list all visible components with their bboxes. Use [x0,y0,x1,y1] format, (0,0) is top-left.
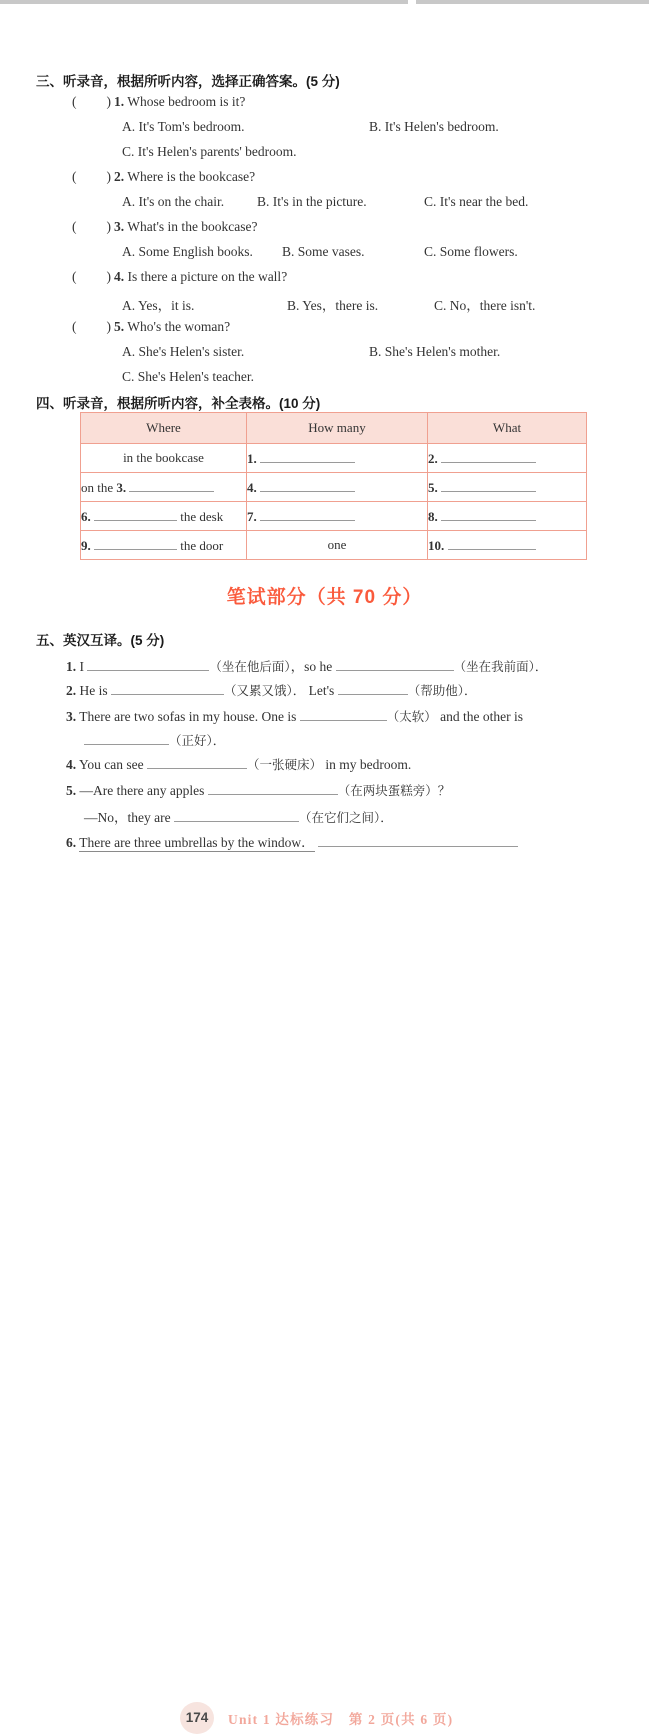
column-header-how-many: How many [247,413,428,444]
table-row [81,531,587,560]
question-text: Who's the woman? [127,319,231,334]
translation-item-6: 6. There are three umbrellas by the window． [66,831,518,851]
table-row [81,444,587,473]
answer-blank[interactable] [94,508,177,521]
mc-question-2 [72,169,255,185]
mc-question-4 [72,269,287,285]
answer-blank[interactable] [87,658,209,671]
question-number: 1. [114,94,125,109]
page-footer [0,850,649,1727]
question-number: 5. [114,319,125,334]
answer-bracket-1[interactable]: ( ) [72,94,111,109]
written-section-banner: 笔试部分（共 70 分） [226,587,423,608]
mc-option-4c[interactable]: C. No，there isn't. [434,298,536,313]
answer-blank[interactable] [260,508,355,521]
table-row [81,502,587,531]
page-number: 174 [185,1710,209,1725]
cell-where-3[interactable]: 6. the desk [81,502,247,531]
cell-howmany-2[interactable]: 4. [247,473,428,502]
mc-option-4a[interactable]: A. Yes，it is. [122,298,195,313]
answer-blank[interactable] [208,782,338,795]
answer-blank[interactable] [147,756,247,769]
translation-item-3-line2: （正好）． [84,731,225,749]
mc-option-2c[interactable]: C. It's near the bed. [424,194,529,209]
column-header-where: Where [81,413,247,444]
cell-what-4[interactable]: 10. [428,531,587,560]
answer-blank[interactable] [338,682,408,695]
cell-where-4[interactable]: 9. the door [81,531,247,560]
answer-bracket-2[interactable]: ( ) [72,169,111,184]
mc-option-3c[interactable]: C. Some flowers. [424,244,518,259]
mc-option-1b[interactable]: B. It's Helen's bedroom. [369,119,499,134]
mc-option-3b[interactable]: B. Some vases. [282,244,365,259]
answer-bracket-3[interactable]: ( ) [72,219,111,234]
question-number: 4. [114,269,125,284]
question-number: 3. [114,219,125,234]
translation-item-1: 1. I （坐在他后面），so he （坐在我前面）． [66,659,548,674]
cell-what-2[interactable]: 5. [428,473,587,502]
underlined-sentence: There are three umbrellas by the window． [79,835,315,850]
answer-bracket-5[interactable]: ( ) [72,319,111,334]
translation-item-2: 2. He is （又累又饿）． Let's （帮助他）． [66,683,477,698]
mc-question-1 [72,94,245,110]
answer-blank[interactable] [441,508,536,521]
answer-blank[interactable] [260,479,355,492]
question-text: Is there a picture on the wall? [127,269,288,284]
mc-option-2a[interactable]: A. It's on the chair. [122,194,225,209]
answer-blank[interactable] [174,809,299,822]
answer-blank[interactable] [336,658,454,671]
section-3-heading: 三、听录音，根据所听内容，选择正确答案。(5 分) [36,74,340,89]
listening-completion-table [80,412,587,560]
answer-bracket-4[interactable]: ( ) [72,269,111,284]
mc-option-1c[interactable]: C. It's Helen's parents' bedroom. [122,144,297,159]
mc-question-5 [72,319,230,335]
section-4-heading: 四、听录音，根据所听内容，补全表格。(10 分) [36,396,321,411]
mc-option-2b[interactable]: B. It's in the picture. [257,194,367,209]
answer-blank[interactable] [441,450,536,463]
mc-option-1a[interactable]: A. It's Tom's bedroom. [122,119,245,134]
answer-blank[interactable] [260,450,355,463]
answer-blank[interactable] [448,537,536,550]
mc-question-3 [72,219,258,235]
mc-option-5c[interactable]: C. She's Helen's teacher. [122,369,254,384]
question-text: Where is the bookcase? [127,169,256,184]
question-text: Whose bedroom is it? [127,94,246,109]
answer-blank[interactable] [318,834,518,847]
cell-howmany-4: one [247,531,428,560]
mc-option-4b[interactable]: B. Yes，there is. [287,298,379,313]
cell-howmany-1[interactable]: 1. [247,444,428,473]
translation-item-3: 3. There are two sofas in my house. One is （太软） and the other is [66,709,523,724]
mc-option-3a[interactable]: A. Some English books. [122,244,253,259]
mc-option-5a[interactable]: A. She's Helen's sister. [122,344,245,359]
translation-item-5: 5. —Are there any apples （在两块蛋糕旁）？ [66,783,451,798]
cell-where-1: in the bookcase [81,444,247,473]
answer-blank[interactable] [111,682,224,695]
answer-blank[interactable] [441,479,536,492]
question-text: What's in the bookcase? [127,219,258,234]
cell-what-3[interactable]: 8. [428,502,587,531]
cell-howmany-3[interactable]: 7. [247,502,428,531]
mc-option-5b[interactable]: B. She's Helen's mother. [369,344,501,359]
answer-blank[interactable] [300,708,387,721]
cell-what-1[interactable]: 2. [428,444,587,473]
section-5-heading: 五、英汉互译。(5 分) [36,633,165,648]
table-header-row [81,413,587,444]
footer-label: Unit 1 达标练习 第 2 页(共 6 页) [228,1712,454,1727]
translation-item-4: 4. You can see （一张硬床） in my bedroom. [66,757,412,772]
column-header-what: What [428,413,587,444]
table-row [81,473,587,502]
answer-blank[interactable] [94,537,177,550]
translation-item-5-line2: —No，they are （在它们之间）． [84,810,393,825]
question-number: 2. [114,169,125,184]
answer-blank[interactable] [84,732,169,745]
cell-where-2[interactable]: on the 3. [81,473,247,502]
answer-blank[interactable] [129,479,214,492]
